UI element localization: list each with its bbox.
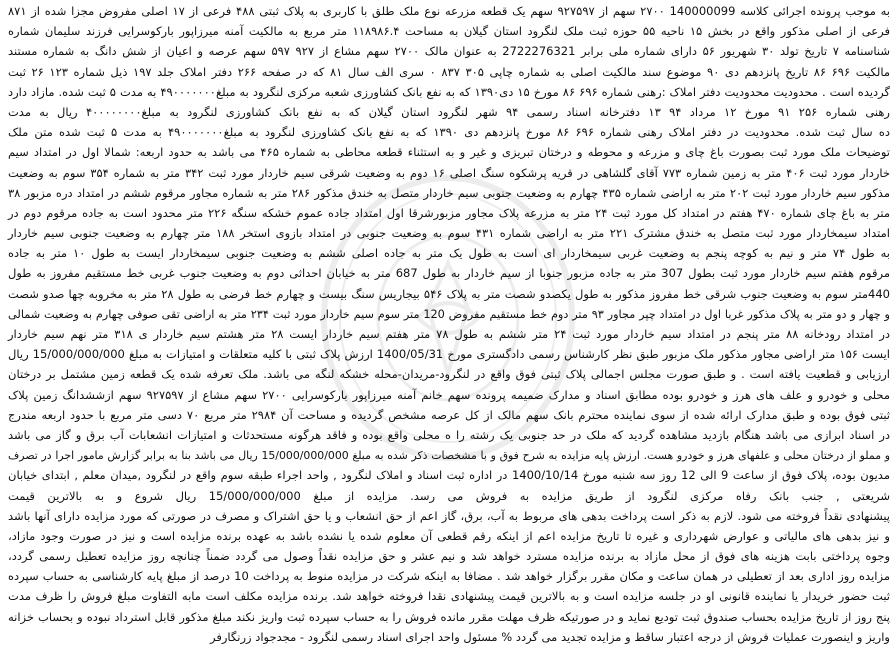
notice-line bbox=[6, 465, 890, 485]
notice-line-text: مزایده روز اداری بعد از تعطیلی در همان ساعت و مکان مقرر برگزار خواهد شد . مضافا به اینکه شرکت در مزایده منوط به پرداخت 10 درصد از مبلغ پایه کارشناسی به حساب سپرده bbox=[7, 569, 890, 584]
notice-line-text: و چهار و دو متر به پلاک مذکور غربا اول در امتداد چپر مجاور ۹۳ متر دوم خط مستقیم مفروض 120 متر سوم سیم خاردار مورد ثبت ۲۳۴ متر به اراضی تقی صوفی چهارم به وضعیت شمالی bbox=[8, 307, 890, 321]
notice-line-text: خاردار مورد ثبت ۴۰۶ متر به زمین شماره ۷۷۳ آقای گلشاهی در قریه پرشکوه سنگ اصلی ۱۶ دوم به وضعیت شرقی سیم خاردار مورد ثبت ۳۴۲ متر به شماره ۳۵۴ سوم به وضعیت bbox=[8, 165, 890, 180]
notice-line-text: به موجب پرونده اجرائی کلاسه 140000099 ۲۷۰۰ سهم از ۹۲۷۵۹۷ سهم یک قطعه مزرعه نوع ملک طلق با کاربری به پلاک ثبتی ۴۸۸ فرعی از ۱۷ اصلی مفروض مجزا شده از ۸۷۱ bbox=[8, 4, 890, 18]
notice-line bbox=[6, 566, 890, 586]
notice-line bbox=[6, 102, 890, 122]
notice-line bbox=[6, 263, 890, 283]
notice-line bbox=[6, 344, 890, 364]
notice-line bbox=[6, 586, 890, 606]
notice-line bbox=[6, 385, 890, 405]
notice-line-text: متر به باغ چای شماره ۴۷۰ هفتم در امتداد کل مورد ثبت ۲۴ متر به مزرعه پلاک مجاور مزبورشرقا اول امتداد جاده عموم خشکه سنگه ۲۲۶ متر محدود است به جاده مرقوم دوم در bbox=[8, 205, 890, 220]
notice-line-text: ثبت حضور خریدار یا نماینده قانونی او در جلسه مزایده است و به بالاترین قیمت پیشنهادی نقدا فروخته خواهد شد. برنده مزایده مکلف است مابه التفاوت مبلغ فروش را ظرف مدت bbox=[8, 589, 890, 604]
auction-notice-body bbox=[6, 1, 890, 647]
notice-line-text: امتداد سیمخاردار مورد ثبت متصل به خندق مشترک ۲۲۱ متر به اراضی شماره ۴۳۱ سوم به وضعیت جنوبی در امتداد بازوی استخر ۱۸۸ متر چهارم به وضعیت جنوبی سیم خاردار bbox=[7, 226, 890, 241]
notice-line-text: در امتداد رودخانه ۸۸ متر پنجم در امتداد سیم خاردار مورد ثبت ۲۴ متر ششم به طول ۷۸ متر هفتم سیم خاردار ایست ۲۸ متر هشتم سیم خاردار ی ۳۱۸ متر نهم سیم خاردار bbox=[8, 327, 890, 341]
notice-line bbox=[6, 21, 890, 41]
notice-line-text: فرعی از اصلی مذکور واقع در بخش ۱۵ ناحیه ۵۵ حوزه ثبت ملک لنگرود استان گیلان به مساحت ۱۱۸۹۸۶.۴ متر مربع به مالکیت آمنه میرزاپور بارکوسرایی فرزند سلیمان شماره bbox=[7, 24, 890, 39]
notice-line bbox=[6, 486, 890, 506]
notice-line-text: مالکیت ۶۹۶ ۸۶ تاریخ پانزدهم دی ۹۰ موضوع سند مالکیت اصلی به شماره چاپی ۳۰۵ ۸۳۷ ۰ سری الف سال ۸۱ که در صفحه ۲۶۶ دفتر املاک جلد ۱۹۷ ذیل شماره ۱۲۳ ۲۶ ثبت bbox=[7, 64, 890, 79]
notice-line bbox=[6, 324, 890, 344]
notice-line-text: واریز و اینصورت عملیات فروش از درجه اعتبار ساقط و مزایده تجدید می گردد % مسئول واحد اجرای اسناد رسمی لنگرود - مجدجواد زرنگارفر bbox=[210, 629, 890, 644]
notice-line-text: وجوه پرداختی بابت هزینه های فوق از محل مازاد به برنده مزایده مسترد خواهد شد و نیم عشر و حق مزایده نقداً وصول می گردد ضمناً چنانچه روز مزایده تعطیل رسمی گردد، bbox=[8, 549, 890, 564]
notice-line-text: ده سال ثبت شده. محدودیت در دفتر املاک رهنی شماره ۶۹۶ ۸۶ مورخ پانزدهم دی ۱۳۹۰ که به نفع بانک کشاورزی لنگرود به مبلغ۴۹۰۰۰۰۰۰۰ به مدت ۵ ثبت شده متن ملک bbox=[8, 125, 890, 140]
notice-line bbox=[6, 546, 890, 566]
notice-line-text: پیشنهادی نقداً فروخته می شود. لازم به ذکر است پرداخت بدهی های مربوط به آب، برق، گاز اعم از حق انشعاب و یا حق اشتراک و مصرف در صورتی که مورد مزایده دارای آنها باشد bbox=[8, 508, 890, 523]
notice-line bbox=[6, 223, 890, 243]
notice-line-text: گردیده است . محدودیت محدودیت دفتر املاک :رهنی شماره ۶۹۶ ۸۶ مورخ ۱۵ دی۱۳۹۰ که به نفع بانک کشاورزی شعبه مرکزی لنگرود به مبلغ۴۹۰۰۰۰۰۰۰ به مدت ۵ ثبت شده. مازاد دارد bbox=[7, 84, 890, 99]
notice-line bbox=[6, 364, 890, 384]
notice-line-text: 440متر سوم به وضعیت جنوب شرقی خط مفروز مذکور به طول یکصدو شصت متر به پلاک ۵۴۶ بیجاریس سنگ بیست و چهارم خط فرضی به طول ۲۸ متر به مخروبه چها صدو شصت bbox=[8, 286, 890, 301]
notice-signature-line bbox=[6, 627, 890, 647]
notice-line bbox=[6, 526, 890, 546]
notice-line bbox=[6, 1, 890, 21]
notice-line bbox=[6, 82, 890, 102]
notice-line-text: مذکور سیم خاردار مورد ثبت ۲۰۲ متر به اراضی شماره ۴۳۵ چهارم به وضعیت جنوبی سیم خاردار متصل به خندق مذکور ۲۸۶ متر به شماره مجاور مرقوم ششم در امتداد دره مزبور ۳۸ bbox=[8, 185, 890, 200]
notice-line-text: رهنی شماره ۲۵۶ ۹۱ مورخ ۱۲ مرداد ۹۴ ۱۳ دفترخانه اسناد رسمی ۹۴ شهر لنگرود استان گیلان که به نفع بانک کشاورزی لنگرود به مبلغ۴۰۰۰۰۰۰۰۰ ریال به مدت bbox=[7, 104, 890, 119]
notice-line bbox=[6, 445, 890, 465]
notice-line-text: به طول ۷۴ متر و نیم به کوچه پنجم به وضعیت غربی سیمخاردار ای است به طول یک متر به جاده اصلی ششم به وضعیت جنوبی سیمخاردار ایست به طول ۱۰ متر به جاده bbox=[8, 246, 890, 261]
notice-line bbox=[6, 425, 890, 445]
notice-line-text: و مملو از درختان محلی و علفهای هرز و خودرو هست. ارزش پایه مزایده به شرح فوق و با مشخصات ذکر شده به مبلغ 15/000/000/000 ریال می باشد بنا به برابر گزارش مامور اجرا در تصرف bbox=[8, 449, 890, 463]
notice-line-text: شناسنامه ۷ تاریخ تولد ۳۰ شهریور ۵۶ دارای شماره ملی برابر 2722276321 به عنوان مالک ۲۷۰۰ سهم مشاع از ۹۲۷ ۵۹۷ سهم عرصه و اعیان از شش دانگ به شماره مستند bbox=[7, 44, 890, 59]
notice-line bbox=[6, 607, 890, 627]
notice-line bbox=[6, 183, 890, 203]
notice-line-text: مدیون بوده، پلاک فوق از ساعت 9 الی 12 روز سه شنبه مورخ 1400/10/14 در اداره ثبت اسناد و املاک لنگرود , واحد اجراء طبقه سوم واقع در لنگرود ,میدان معلم , ابتدای خیابان bbox=[8, 468, 890, 483]
notice-line bbox=[6, 203, 890, 223]
notice-line bbox=[6, 304, 890, 324]
notice-line bbox=[6, 142, 890, 162]
notice-line-text: محلی و خودرو و علف های هرز و خودرو بوده مطابق اسناد و مدارک ضمیمه پرونده سهم خانم آمنه میرزاپور بارکوسرایی ۲۷۰۰ سهم مشاع از ۹۲۷۵۹۷ سهم ازششدانگ زمین پلاک bbox=[8, 387, 890, 402]
notice-line-text: ثبتی فوق بوده و طبق مدارک ارائه شده از سوی نماینده محترم بانک سهم مالک از کل عرصه مشخص گردیده و مساحت آن ۲۹۸۴ متر مربع ۷۰ دسی متر مربع با حدود اربعه مندرج bbox=[8, 407, 890, 422]
notice-line-text: ارزیابی و قطعیت یافته است . و طبق صورت مجلس اجمالی پلاک ثبتی فوق واقع در لنگرود-مریدان-محله خشکه لنگه می باشد. ملک تعرفه شده یک قطعه زمین مشتمل بر درختان bbox=[8, 367, 890, 382]
notice-line-text: مرقوم هفتم سیم خاردار مورد ثبت بطول 307 متر به جاده مزبور جنوبا از سیم خاردار به طول 687 متر به خیابان احداثی دوم به وضعیت جنوب غربی خط مستقیم مفروز به طول bbox=[8, 266, 890, 281]
notice-line bbox=[6, 405, 890, 425]
notice-line-text: شریعتی , جنب بانک رفاه مرکزی لنگرود از طریق مزایده به فروش می رسد. مزایده از مبلغ 15/000/000/000 ریال شروع و به بالاترین قیمت bbox=[8, 488, 890, 503]
notice-line-text: در اسناد ابرازی می باشد هنگام بازدید مشاهده گردید که ملک در حد جنوبی یک رشته را ه محلی واقع بوده و فاقد هرگونه مستحدثات و امتیازات انشعابات آب برق و گاز می باشد bbox=[8, 427, 890, 442]
notice-line-text: پنج روز از تاریخ مزایده بحساب صندوق ثبت تودیع نماید و در صورتیکه ظرف مهلت مقرر مانده فروش را به حساب سپرده ثبت واریز نکند مبلغ مذکور قابل استرداد نبوده و بحساب خزانه bbox=[8, 609, 890, 624]
notice-line bbox=[6, 506, 890, 526]
notice-line-text: ایست ۱۵۶ متر اراضی مجاور مذکور ملک مزبور طبق نظر کارشناس رسمی دادگستری مورخ 1400/05/31 ارزش پلاک ثبتی با کلیه متعلقات و امتیازات به مبلغ 15/000/000/000 ریال bbox=[8, 347, 890, 362]
notice-line bbox=[6, 284, 890, 304]
notice-line-text: و نیز بدهی های مالیاتی و عوارض شهرداری و غیره تا تاریخ مزایده اعم از اینکه رقم قطعی آن معلوم شده یا نشده باشد به عهده برنده مزایده است و نیز در صورت وجود مازاد، bbox=[8, 528, 890, 543]
notice-line bbox=[6, 243, 890, 263]
notice-line bbox=[6, 62, 890, 82]
notice-line bbox=[6, 163, 890, 183]
notice-line-text: توضیحات ملک مورد ثبت بصورت باغ چای و مزرعه و محوطه و درختان تبریزی و غیر و به استثناء قطعه محاطی به شماره ۴۶۵ می باشد به حدود اربعه: شمالا اول در امتداد سیم bbox=[8, 145, 890, 160]
notice-line bbox=[6, 41, 890, 61]
notice-line bbox=[6, 122, 890, 142]
